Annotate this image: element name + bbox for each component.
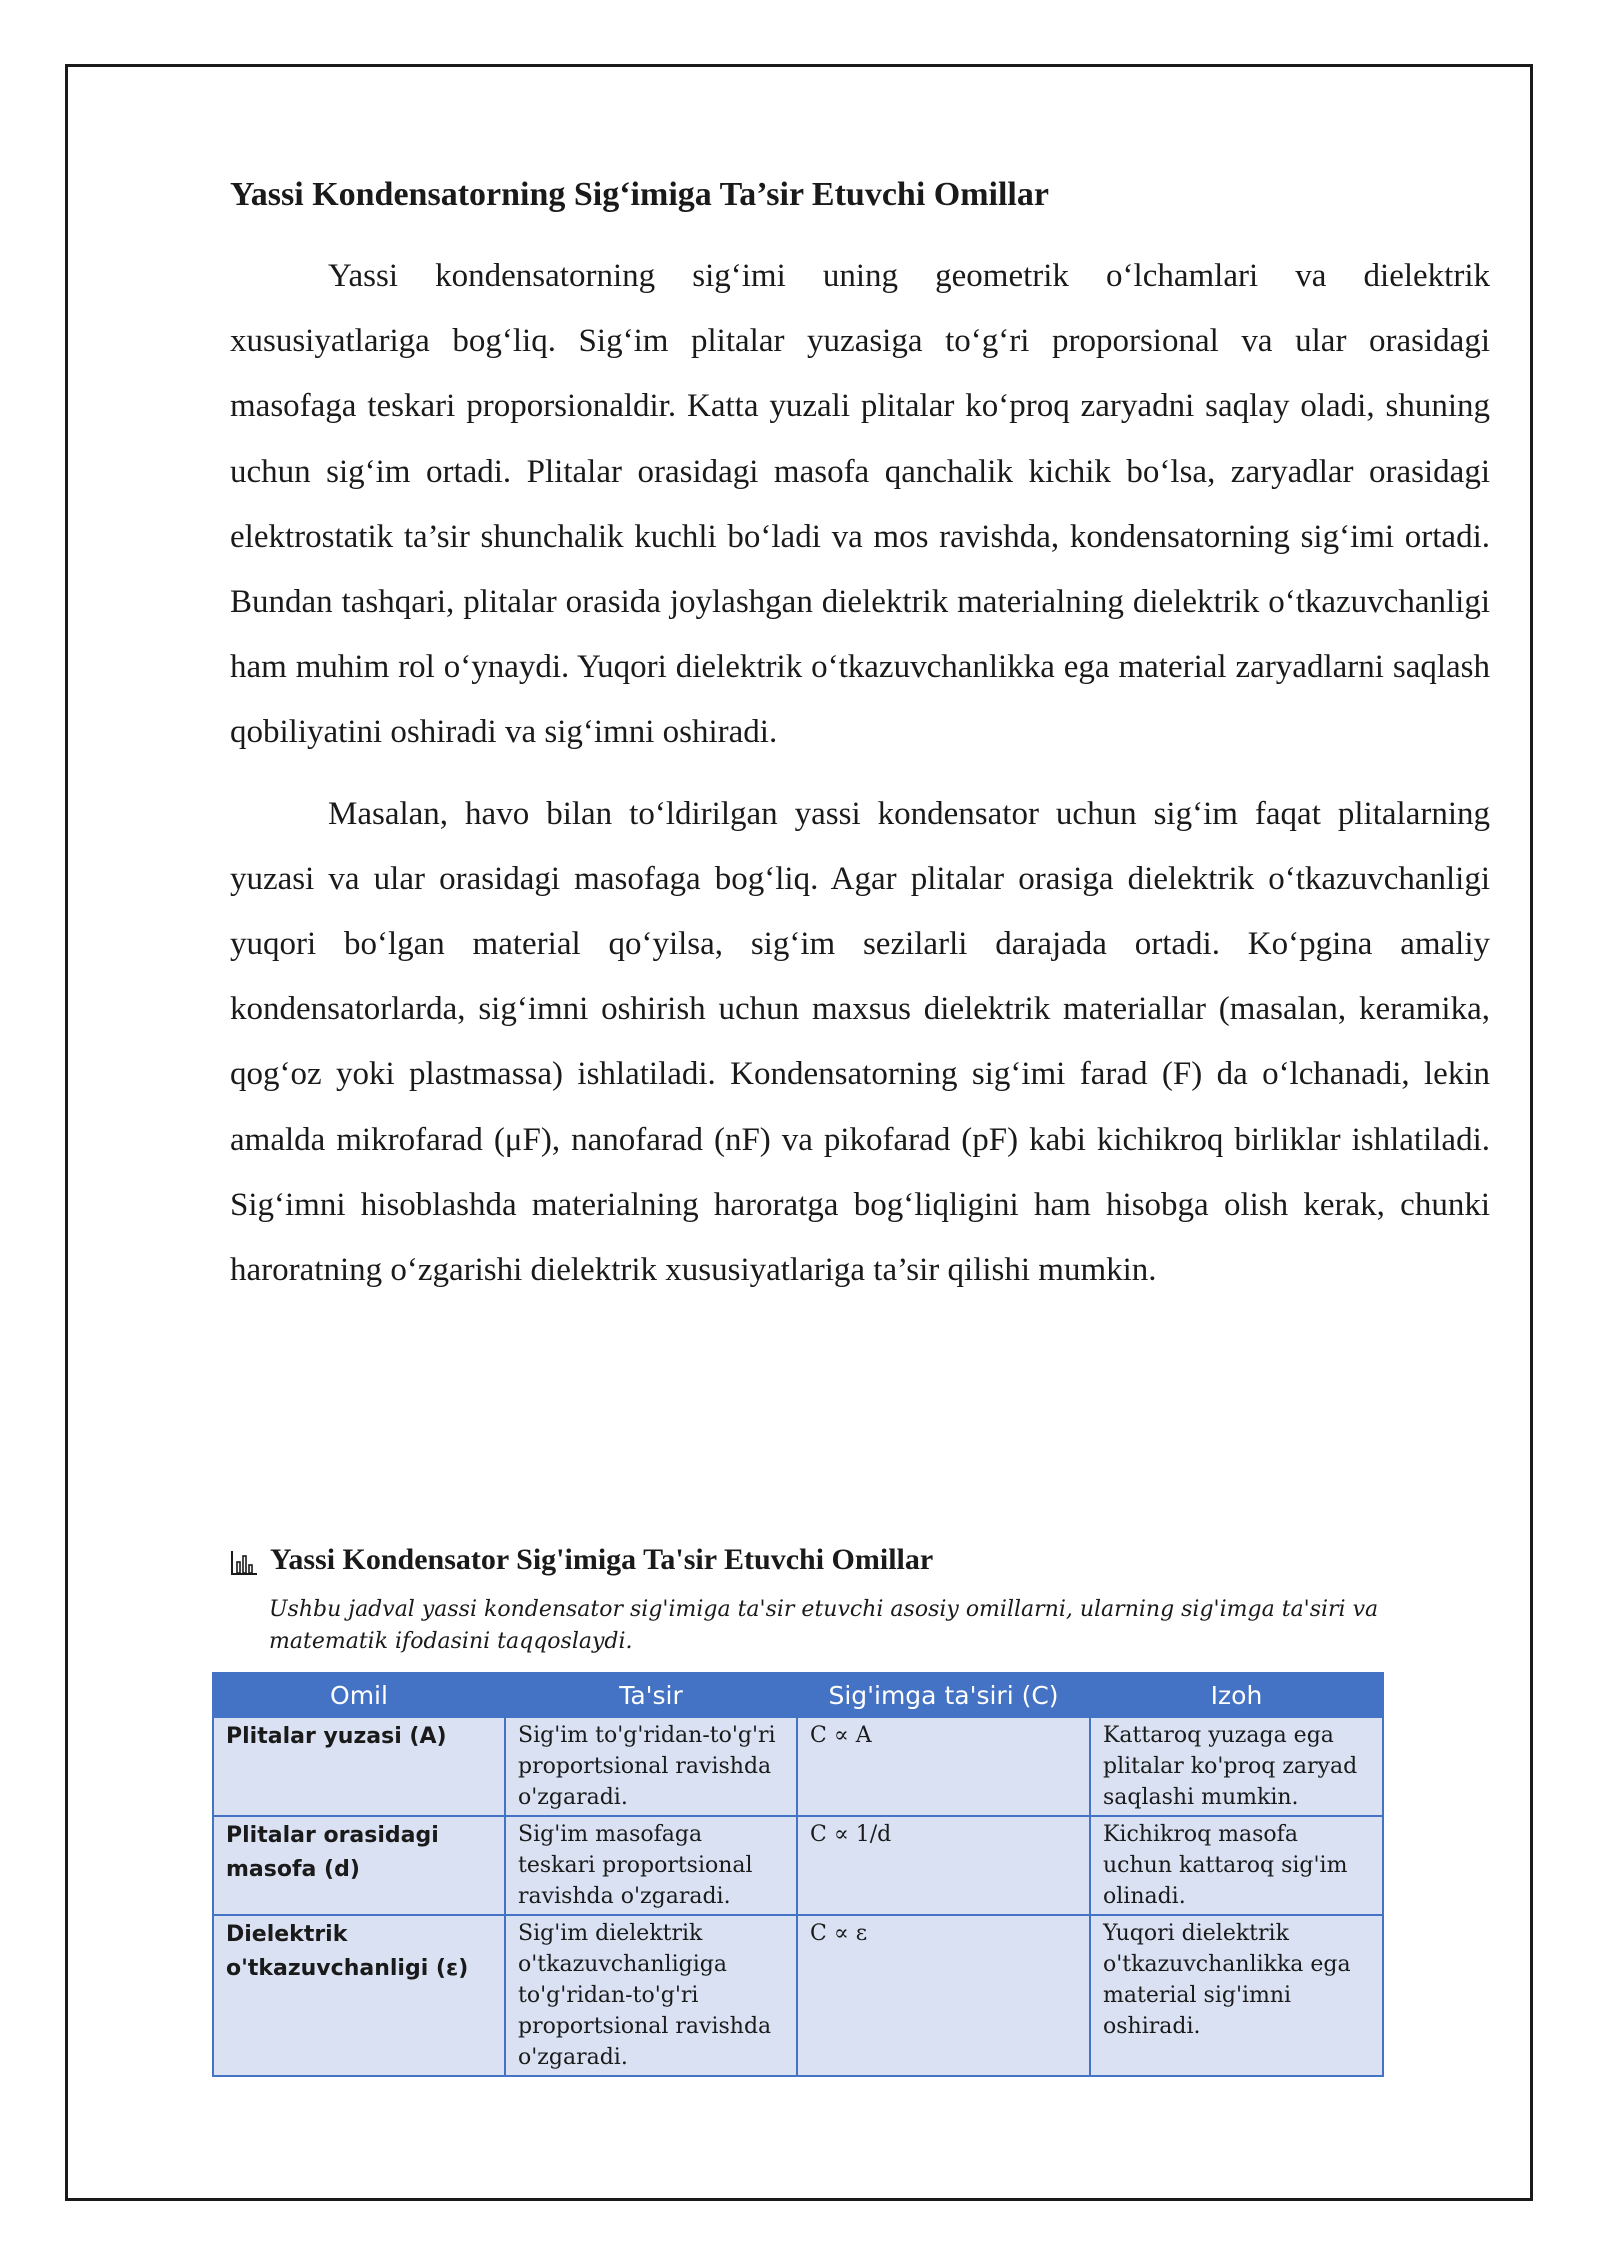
header-omil: Omil [213,1673,505,1717]
factors-table [212,1672,1384,2077]
header-tasir: Ta'sir [505,1673,797,1717]
cell-note: Yuqori dielektrik o'tkazuvchanlikka ega material sig'imni oshiradi. [1090,1915,1383,2076]
table-header-row [213,1673,1383,1717]
table-row [213,1717,1383,1816]
cell-note: Kattaroq yuzaga ega plitalar ko'proq zaryad saqlashi mumkin. [1090,1717,1383,1816]
cell-effect: Sig'im masofaga teskari proportsional ravishda o'zgaradi. [505,1816,797,1915]
cell-formula: C ∝ ε [797,1915,1090,2076]
bar-chart-icon [230,1547,258,1573]
cell-factor: Plitalar yuzasi (A) [213,1717,505,1816]
table-caption: Ushbu jadval yassi kondensator sig'imiga ta'sir etuvchi asosiy omillarni, ularning sig'imga ta'siri va matematik ifodasini taqqoslaydi. [269,1597,1379,1654]
header-izoh: Izoh [1090,1673,1383,1717]
paragraph-1: Yassi kondensatorning sig‘imi uning geometrik o‘lchamlari va dielektrik xususiyatlariga bog‘liq. Sig‘im plitalar yuzasiga to‘g‘ri proporsional va ular orasidagi masofaga teskari proporsionaldir. Katta yuzali plitalar ko‘proq zaryadni saqlay oladi, shuning uchun sig‘im ortadi. Plitalar orasidagi masofa qanchalik kichik bo‘lsa, zaryadlar orasidagi elektrostatik ta’sir shunchalik kuchli bo‘ladi va mos ravishda, kondensatorning sig‘imi ortadi. Bundan tashqari, plitalar orasida joylashgan dielektrik materialning dielektrik o‘tkazuvchanligi ham muhim rol o‘ynaydi. Yuqori dielektrik o‘tkazuvchanlikka ega material zaryadlarni saqlash qobiliyatini oshiradi va sig‘imni oshiradi. [230,258,1490,751]
factors-table-section [212,1540,1382,2077]
cell-effect: Sig'im dielektrik o'tkazuvchanligiga to'g'ridan-to'g'ri proportsional ravishda o'zgaradi. [505,1915,797,2076]
paragraph-2: Masalan, havo bilan to‘ldirilgan yassi kondensator uchun sig‘im faqat plitalarning yuzasi va ular orasidagi masofaga bog‘liq. Agar plitalar orasiga dielektrik o‘tkazuvchanligi yuqori bo‘lgan material qo‘yilsa, sig‘im sezilarli darajada ortadi. Ko‘pgina amaliy kondensatorlarda, sig‘imni oshirish uchun maxsus dielektrik materiallar (masalan, keramika, qog‘oz yoki plastmassa) ishlatiladi. Kondensatorning sig‘imi farad (F) da o‘lchanadi, lekin amalda mikrofarad (μF), nanofarad (nF) va pikofarad (pF) kabi kichikroq birliklar ishlatiladi. Sig‘imni hisoblashda materialning haroratga bog‘liqligini ham hisobga olish kerak, chunki haroratning o‘zgarishi dielektrik xususiyatlariga ta’sir qilishi mumkin. [230,795,1490,1289]
cell-note: Kichikroq masofa uchun kattaroq sig'im olinadi. [1090,1816,1383,1915]
cell-formula: C ∝ A [797,1717,1090,1816]
header-sigimga-tasiri: Sig'imga ta'siri (C) [797,1673,1090,1717]
document-title: Yassi Kondensatorning Sig‘imiga Ta’sir Etuvchi Omillar [230,176,1049,213]
cell-factor: Dielektrik o'tkazuvchanligi (ε) [213,1915,505,2076]
cell-factor: Plitalar orasidagi masofa (d) [213,1816,505,1915]
cell-formula: C ∝ 1/d [797,1816,1090,1915]
cell-effect: Sig'im to'g'ridan-to'g'ri proportsional ravishda o'zgaradi. [505,1717,797,1816]
table-row [213,1915,1383,2076]
table-heading [230,1540,1382,1580]
document-body [230,172,1490,1319]
table-heading-text: Yassi Kondensator Sig'imiga Ta'sir Etuvchi Omillar [270,1543,934,1576]
table-row [213,1816,1383,1915]
